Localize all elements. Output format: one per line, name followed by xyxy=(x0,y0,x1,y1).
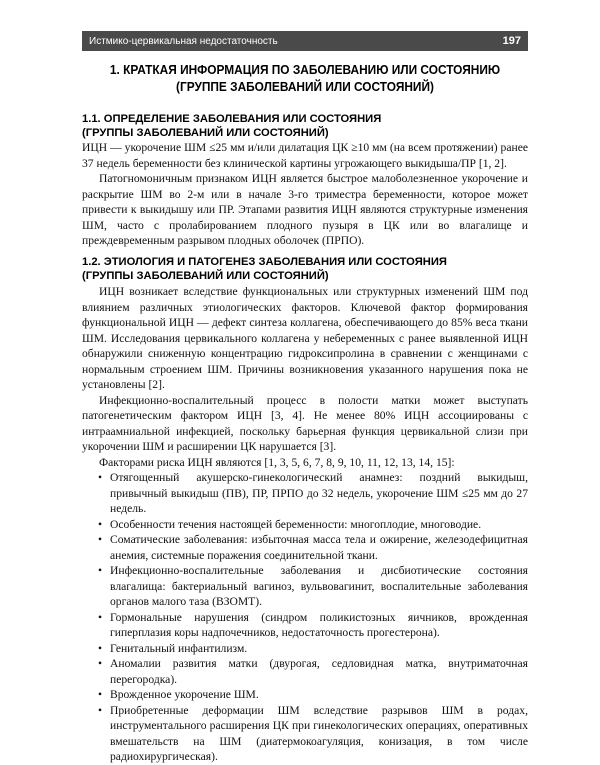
list-item xyxy=(82,563,528,610)
list-item-text: Особенности течения настоящей беременности: многоплодие, многоводие. xyxy=(110,517,482,531)
section-1-1-heading-line-2: (ГРУППЫ ЗАБОЛЕВАНИЙ ИЛИ СОСТОЯНИЙ) xyxy=(82,127,329,139)
list-item-text: Врожденное укорочение ШМ. xyxy=(110,688,259,701)
list-item-text: Инфекционно-воспалительные заболевания и дисбиотические состояния влагалища: бактериальный вагиноз, вульвовагинит, воспалительные заболевания органов малого таза (ВЗОМТ). xyxy=(110,564,528,608)
running-header xyxy=(82,31,528,51)
bullet-glyph: • xyxy=(98,688,103,701)
list-item-text: Отягощенный акушерско-гинекологический анамнез: поздний выкидыш, привычный выкидыш (ПВ), ПР, ПРПО до 32 недель, укорочение ШМ ≤25 мм до 27 недель. xyxy=(110,471,528,515)
list-item xyxy=(82,703,528,765)
list-item-text: Генитальный инфантилизм. xyxy=(110,641,248,655)
page-number: 197 xyxy=(502,35,521,47)
list-item xyxy=(82,656,528,687)
bullet-glyph: • xyxy=(98,703,103,717)
chapter-title-line-1: 1. КРАТКАЯ ИНФОРМАЦИЯ ПО ЗАБОЛЕВАНИЮ ИЛИ СОСТОЯНИЮ xyxy=(109,62,501,77)
risk-factors-list xyxy=(82,470,528,765)
running-title: Истмико-цервикальная недостаточность xyxy=(89,35,278,47)
section-1-2-body xyxy=(82,284,528,765)
section-1-2-heading-line-1: 1.2. ЭТИОЛОГИЯ И ПАТОГЕНЕЗ ЗАБОЛЕВАНИЯ ИЛИ СОСТОЯНИЯ xyxy=(82,256,447,268)
bullet-glyph: • xyxy=(98,533,103,546)
section-1-1-heading xyxy=(82,112,528,140)
paragraph: Инфекционно-воспалительный процесс в полости матки может выступать патогенетическим фактором ИЦН [3, 4]. Не менее 80% ИЦН ассоциированы с интраамниальной инфекцией, поскольку барьерная функция цервикальной слизи при укорочении ШМ и расширении ЦК нарушается [3]. xyxy=(82,393,528,453)
list-item xyxy=(82,641,528,657)
section-1-1-heading-line-1: 1.1. ОПРЕДЕЛЕНИЕ ЗАБОЛЕВАНИЯ ИЛИ СОСТОЯНИЯ xyxy=(82,113,382,125)
list-item xyxy=(82,687,528,703)
section-1-1-body xyxy=(82,140,528,249)
paragraph: Патогномоничным признаком ИЦН является быстрое малоболезненное укорочение и раскрытие ШМ во 2-м или в начале 3-го триместра беременности, которое может привести к выкидышу или ПР. Этапами развития ИЦН являются структурные изменения ШМ, часто с пролабированием плодного пузыря в ЦК или во влагалище и преждевременным разрывом плодных оболочек (ПРПО). xyxy=(82,172,528,247)
list-item xyxy=(82,517,528,533)
list-item xyxy=(82,610,528,641)
bullet-glyph: • xyxy=(98,657,103,670)
list-item xyxy=(82,470,528,517)
bullet-glyph: • xyxy=(98,471,103,484)
risk-factors-intro: Факторами риска ИЦН являются [1, 3, 5, 6, 7, 8, 9, 10, 11, 12, 13, 14, 15]: xyxy=(99,455,455,469)
section-1-2-heading-line-2: (ГРУППЫ ЗАБОЛЕВАНИЙ ИЛИ СОСТОЯНИЙ) xyxy=(82,270,329,282)
bullet-glyph: • xyxy=(98,641,103,655)
chapter-title-line-2: (ГРУППЕ ЗАБОЛЕВАНИЙ ИЛИ СОСТОЯНИЙ) xyxy=(176,79,434,94)
section-1-2-heading xyxy=(82,255,528,283)
bullet-glyph: • xyxy=(98,610,103,624)
chapter-title xyxy=(104,61,505,95)
list-item-text: Приобретенные деформации ШМ вследствие разрывов ШМ в родах, инструментального расширения ЦК при гинекологических операциях, оперативных вмешательств на ШМ (диатермокоагуляция, конизация, в том числе радиохирургическая). xyxy=(110,703,528,763)
bullet-glyph: • xyxy=(98,564,103,577)
list-item xyxy=(82,532,528,563)
list-item-text: Гормональные нарушения (синдром поликистозных яичников, врожденная гиперплазия коры надпочечников, недостаточность прогестерона). xyxy=(110,610,528,639)
bullet-glyph: • xyxy=(98,517,103,531)
list-item-text: Аномалии развития матки (двурогая, седловидная матка, внутриматочная перегородка). xyxy=(110,657,528,686)
list-item-text: Соматические заболевания: избыточная масса тела и ожирение, железодефицитная анемия, системные поражения соединительной ткани. xyxy=(110,533,528,562)
paragraph: ИЦН — укорочение ШМ ≤25 мм и/или дилатация ЦК ≥10 мм (на всем протяжении) ранее 37 недель беременности без клинической картины угрожающего выкидыша/ПР [1, 2]. xyxy=(82,141,528,170)
paragraph: ИЦН возникает вследствие функциональных или структурных изменений ШМ под влиянием различных этиологических факторов. Ключевой фактор формирования функциональной ИЦН — дефект синтеза коллагена, обеспечивающего до 85% веса ткани ШМ. Исследования цервикального коллагена у небеременных с ранее выявленной ИЦН обнаружили сниженную концентрацию гидроксипролина в сравнении с женщинами с нормальным строением ШМ. Причины возникновения указанного нарушения пока не установлены [2]. xyxy=(82,285,528,391)
